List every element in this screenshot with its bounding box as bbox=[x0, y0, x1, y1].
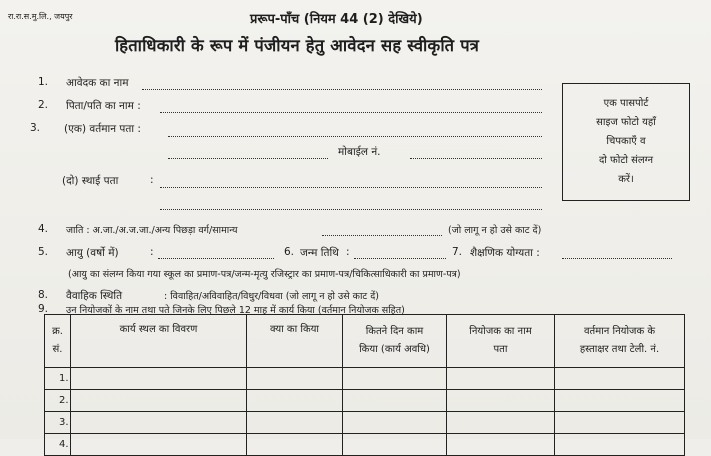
table-cell[interactable] bbox=[447, 390, 555, 412]
table-cell[interactable] bbox=[555, 434, 685, 456]
table-header-row bbox=[45, 315, 685, 368]
table-cell[interactable] bbox=[71, 368, 247, 390]
field-6-label: जन्म तिथि bbox=[300, 247, 339, 259]
row-number: 3. bbox=[45, 412, 71, 434]
mobile-label: मोबाईल नं. bbox=[338, 146, 381, 158]
field-7-number: 7. bbox=[452, 246, 463, 258]
field-9-number: 9. bbox=[38, 303, 49, 315]
field-1-label: आवेदक का नाम bbox=[66, 77, 129, 89]
permanent-address-label: (दो) स्थाई पता bbox=[62, 175, 119, 187]
photo-line-5: करें। bbox=[618, 174, 634, 185]
table-cell[interactable] bbox=[247, 412, 343, 434]
photo-line-3: चिपकाएँ व bbox=[606, 136, 646, 147]
table-cell[interactable] bbox=[343, 412, 447, 434]
photo-line-4: दो फोटो संलग्न bbox=[598, 155, 654, 166]
father-husband-name-line[interactable] bbox=[160, 112, 542, 113]
publisher-note: रा.रा.स.मु.लि., जयपुर bbox=[8, 12, 73, 21]
table-row bbox=[45, 434, 685, 456]
table-cell[interactable] bbox=[555, 368, 685, 390]
table-row bbox=[45, 412, 685, 434]
table-cell[interactable] bbox=[343, 368, 447, 390]
col-workplace-header: कार्य स्थल का विवरण bbox=[71, 315, 247, 368]
col-serial-header: क्र. सं. bbox=[45, 315, 71, 368]
photo-instructions bbox=[563, 94, 689, 189]
field-8-number: 8. bbox=[38, 289, 49, 301]
field-5-colon: : bbox=[150, 246, 154, 258]
permanent-address-line-2[interactable] bbox=[160, 209, 542, 210]
field-7-label: शैक्षणिक योग्यता : bbox=[470, 247, 540, 259]
field-3-number: 3. bbox=[30, 122, 41, 134]
field-1-number: 1. bbox=[38, 76, 49, 88]
table-cell[interactable] bbox=[71, 412, 247, 434]
field-4-note: (जो लागू न हो उसे काट दें) bbox=[448, 225, 542, 236]
field-4-number: 4. bbox=[38, 223, 49, 235]
row-number: 2. bbox=[45, 390, 71, 412]
age-proof-note: (आयु का संलग्न किया गया स्कूल का प्रमाण-पत्र/जन्म-मृत्यु रजिस्ट्रार का प्रमाण-पत्र/चिकित्साधिकारी का प्रमाण-पत्र) bbox=[68, 269, 461, 280]
caste-line[interactable] bbox=[322, 235, 442, 236]
current-address-line-1[interactable] bbox=[168, 136, 542, 137]
row-number: 4. bbox=[45, 434, 71, 456]
photo-line-1: एक पासपोर्ट bbox=[603, 98, 649, 109]
table-row bbox=[45, 368, 685, 390]
work-history-table bbox=[44, 314, 685, 456]
table-cell[interactable] bbox=[71, 434, 247, 456]
photo-line-2: साइज फोटो यहाँ bbox=[596, 117, 656, 128]
field-5-number: 5. bbox=[38, 246, 49, 258]
table-cell[interactable] bbox=[247, 390, 343, 412]
row-number: 1. bbox=[45, 368, 71, 390]
age-line[interactable] bbox=[158, 258, 274, 259]
col-duration-header: कितने दिन काम किया (कार्य अवधि) bbox=[343, 315, 447, 368]
field-6-colon: : bbox=[346, 246, 350, 258]
permanent-address-colon: : bbox=[150, 174, 154, 186]
col-work-done-header: क्या का किया bbox=[247, 315, 343, 368]
field-8-label: वैवाहिक स्थिति bbox=[66, 290, 123, 302]
table-cell[interactable] bbox=[247, 368, 343, 390]
table-cell[interactable] bbox=[71, 390, 247, 412]
form-reference: प्ररूप-पाँच (नियम 44 (2) देखिये) bbox=[250, 12, 423, 27]
table-cell[interactable] bbox=[247, 434, 343, 456]
education-line[interactable] bbox=[562, 258, 672, 259]
field-6-number: 6. bbox=[284, 246, 295, 258]
photo-box bbox=[562, 83, 690, 201]
birth-date-line[interactable] bbox=[354, 258, 446, 259]
table-cell[interactable] bbox=[343, 434, 447, 456]
table-cell[interactable] bbox=[447, 368, 555, 390]
table-row bbox=[45, 390, 685, 412]
permanent-address-line-1[interactable] bbox=[160, 187, 542, 188]
current-address-line-2[interactable] bbox=[168, 158, 328, 159]
field-9-label: उन नियोजकों के नाम तथा पते जिनके लिए पिछले 12 माह में कार्य किया (वर्तमान नियोजक सहित) bbox=[66, 305, 405, 316]
table-cell[interactable] bbox=[447, 412, 555, 434]
table-cell[interactable] bbox=[555, 412, 685, 434]
page-title: हिताधिकारी के रूप में पंजीयन हेतु आवेदन सह स्वीकृति पत्र bbox=[115, 36, 480, 55]
field-3-label: (एक) वर्तमान पता : bbox=[64, 123, 141, 135]
field-5-label: आयु (वर्षो में) bbox=[66, 247, 119, 259]
table-cell[interactable] bbox=[343, 390, 447, 412]
field-2-number: 2. bbox=[38, 99, 49, 111]
field-4-label: जाति : अ.जा./अ.ज.जा./अन्य पिछड़ा वर्ग/सामान्य bbox=[66, 225, 238, 236]
marital-status-options: : विवाहित/अविवाहित/विधुर/विधवा (जो लागू न हो उसे काट दें) bbox=[164, 291, 379, 302]
col-employer-header: नियोजक का नाम पता bbox=[447, 315, 555, 368]
field-2-label: पिता/पति का नाम : bbox=[66, 100, 141, 112]
applicant-name-line[interactable] bbox=[142, 89, 542, 90]
table-cell[interactable] bbox=[447, 434, 555, 456]
mobile-number-line[interactable] bbox=[410, 158, 542, 159]
table-cell[interactable] bbox=[555, 390, 685, 412]
col-signature-header: वर्तमान नियोजक के हस्ताक्षर तथा टेली. नं. bbox=[555, 315, 685, 368]
